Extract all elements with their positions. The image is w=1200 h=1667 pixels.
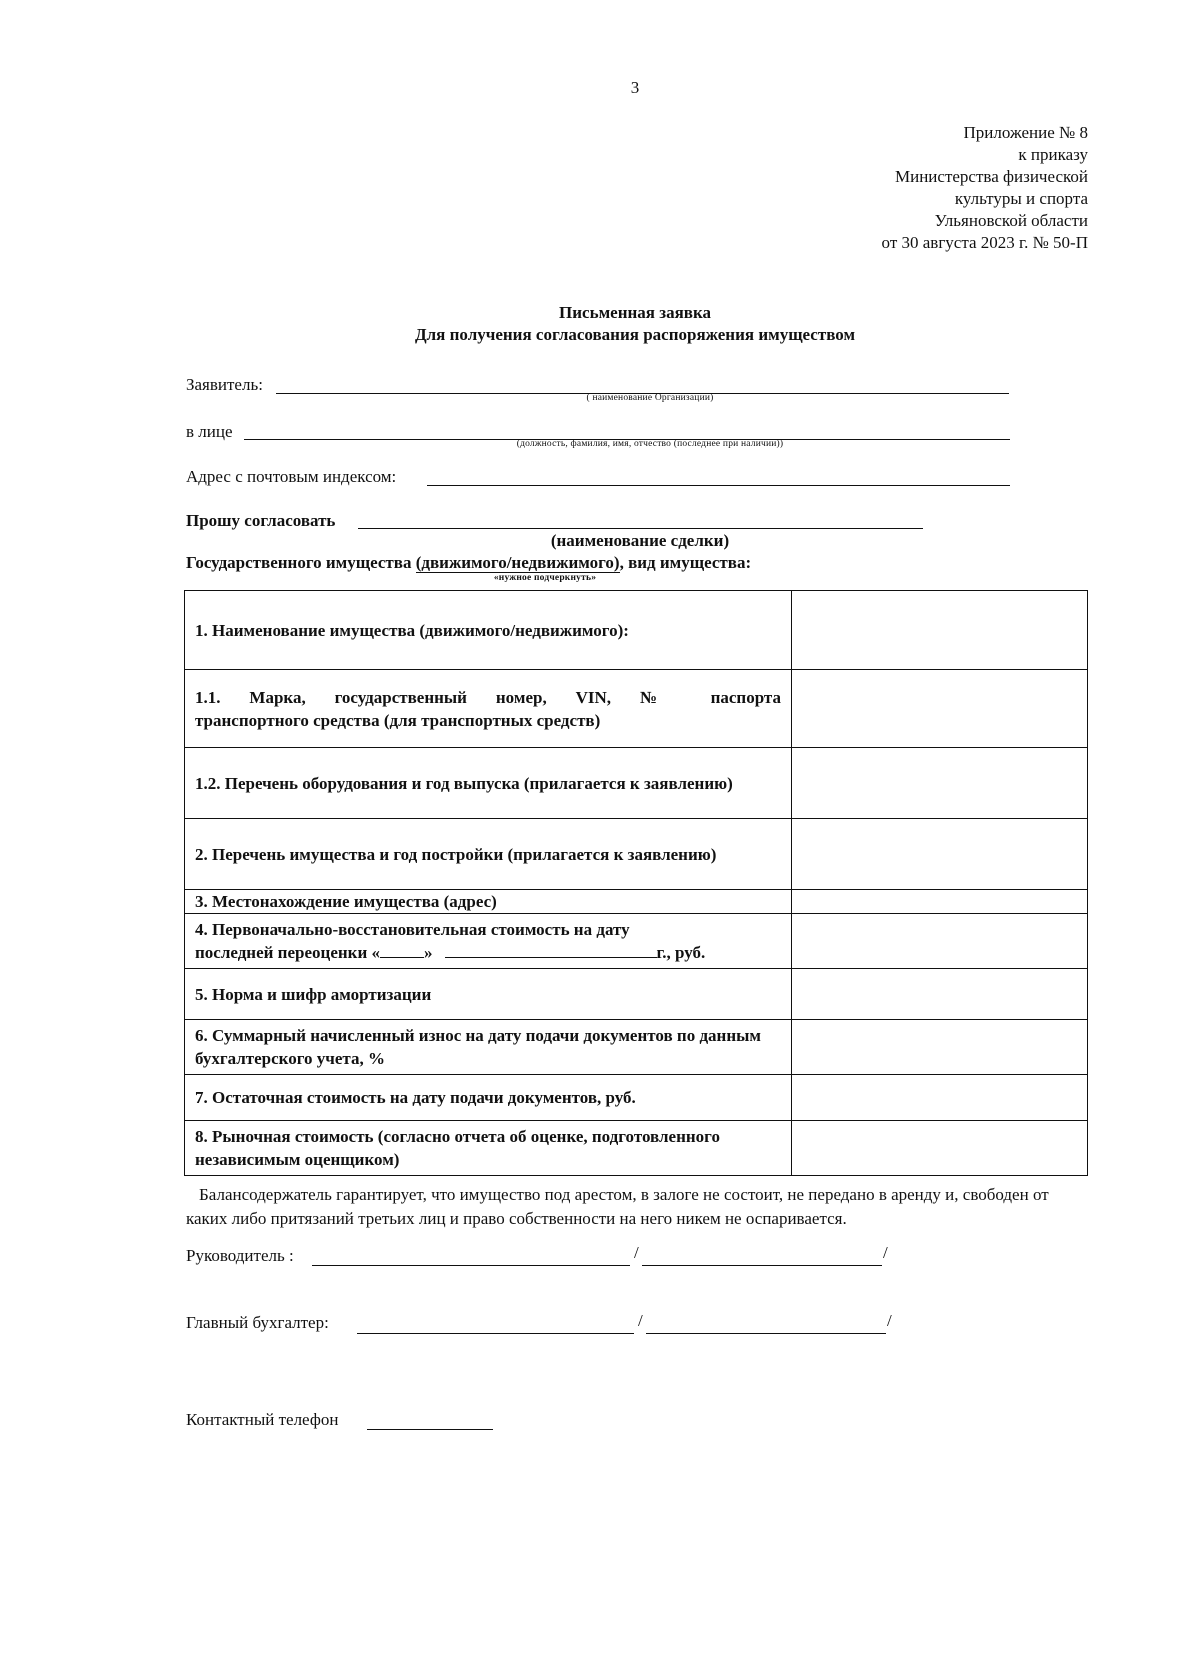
accountant-signature-field[interactable] — [357, 1333, 634, 1334]
table-cell-value[interactable] — [792, 1020, 1088, 1075]
table-row — [185, 819, 1088, 890]
title-line-2: Для получения согласования распоряжения имуществом — [414, 325, 856, 344]
applicant-label: Заявитель: — [186, 375, 263, 394]
property-table — [184, 590, 1088, 1176]
row-4-date-prefix: последней переоценки « — [195, 943, 380, 962]
head-label: Руководитель : — [186, 1246, 294, 1265]
accountant-name-field[interactable] — [646, 1333, 886, 1334]
row-1-1-line-1: 1.1. Марка, государственный номер, VIN, № паспорта — [195, 687, 781, 707]
table-row — [185, 914, 1088, 969]
property-suffix: , вид имущества: — [619, 553, 752, 572]
row-1-1-line-2: транспортного средства (для транспортных средств) — [195, 710, 601, 730]
slash: / — [887, 1311, 892, 1330]
appendix-line: от 30 августа 2023 г. № 50-П — [881, 233, 1088, 252]
table-cell-value[interactable] — [792, 591, 1088, 670]
address-field[interactable] — [427, 485, 1010, 486]
row-4-date-quote: » — [424, 943, 433, 962]
slash: / — [638, 1311, 643, 1330]
title-line-1: Письменная заявка — [559, 303, 711, 322]
table-cell-label: 1.2. Перечень оборудования и год выпуска (прилагается к заявлению) — [185, 748, 792, 819]
underline-hint: «нужное подчеркнуть» — [493, 573, 597, 583]
table-row — [185, 969, 1088, 1020]
applicant-hint: ( наименование Организации) — [586, 393, 714, 403]
table-row — [185, 890, 1088, 914]
phone-label: Контактный телефон — [186, 1410, 339, 1429]
table-row — [185, 748, 1088, 819]
request-label: Прошу согласовать — [186, 511, 336, 530]
table-cell-value[interactable] — [792, 890, 1088, 914]
property-prefix: Государственного имущества — [186, 553, 416, 572]
table-row — [185, 1020, 1088, 1075]
page-number: 3 — [630, 78, 640, 97]
table-cell-value[interactable] — [792, 670, 1088, 748]
represented-by-hint: (должность, фамилия, имя, отчество (последнее при наличии)) — [516, 439, 784, 449]
appendix-line: Министерства физической — [895, 167, 1088, 186]
slash: / — [634, 1243, 639, 1262]
table-cell-label: 5. Норма и шифр амортизации — [185, 969, 792, 1020]
head-name-field[interactable] — [642, 1265, 882, 1266]
table-cell-label: 1. Наименование имущества (движимого/недвижимого): — [185, 591, 792, 670]
table-cell-value[interactable] — [792, 819, 1088, 890]
request-field[interactable] — [358, 528, 923, 529]
guarantee-paragraph: Балансодержатель гарантирует, что имущество под арестом, в залоге не состоит, не передано в аренду и, свободен от каких либо притязаний третьих лиц и право собственности на него никем не оспаривается. — [186, 1185, 1049, 1228]
table-cell-label: 8. Рыночная стоимость (согласно отчета об оценке, подготовленного независимым оценщиком) — [185, 1121, 792, 1176]
table-cell-label — [185, 670, 792, 748]
appendix-line: Приложение № 8 — [963, 123, 1088, 142]
table-cell-value[interactable] — [792, 748, 1088, 819]
table-cell-label — [185, 914, 792, 969]
document-title — [185, 302, 1085, 346]
property-types: (движимого/недвижимого) — [415, 553, 620, 572]
table-cell-label: 2. Перечень имущества и год постройки (прилагается к заявлению) — [185, 819, 792, 890]
table-row — [185, 1121, 1088, 1176]
appendix-line: Ульяновской области — [934, 211, 1088, 230]
table-cell-label: 6. Суммарный начисленный износ на дату подачи документов по данным бухгалтерского учета, % — [185, 1020, 792, 1075]
represented-by-label: в лице — [186, 422, 233, 441]
request-hint: (наименование сделки) — [550, 531, 730, 550]
table-row — [185, 1075, 1088, 1121]
row-4-line-1: 4. Первоначально-восстановительная стоимость на дату — [195, 920, 630, 939]
table-row — [185, 591, 1088, 670]
table-cell-label: 3. Местонахождение имущества (адрес) — [185, 890, 792, 914]
table-cell-value[interactable] — [792, 969, 1088, 1020]
table-cell-value[interactable] — [792, 914, 1088, 969]
address-label: Адрес с почтовым индексом: — [186, 467, 397, 486]
accountant-label: Главный бухгалтер: — [186, 1313, 329, 1332]
row-4-currency: г., руб. — [656, 943, 706, 962]
table-row — [185, 670, 1088, 748]
table-cell-value[interactable] — [792, 1075, 1088, 1121]
phone-field[interactable] — [367, 1429, 493, 1430]
appendix-line: к приказу — [1018, 145, 1088, 164]
table-cell-value[interactable] — [792, 1121, 1088, 1176]
appendix-line: культуры и спорта — [954, 189, 1088, 208]
appendix-block — [728, 122, 1088, 254]
month-year-blank[interactable] — [445, 957, 657, 958]
day-blank[interactable] — [380, 957, 424, 958]
row-4-line-2 — [195, 941, 781, 964]
head-signature-field[interactable] — [312, 1265, 630, 1266]
table-cell-label: 7. Остаточная стоимость на дату подачи документов, руб. — [185, 1075, 792, 1121]
property-line — [186, 553, 751, 573]
slash: / — [883, 1243, 888, 1262]
